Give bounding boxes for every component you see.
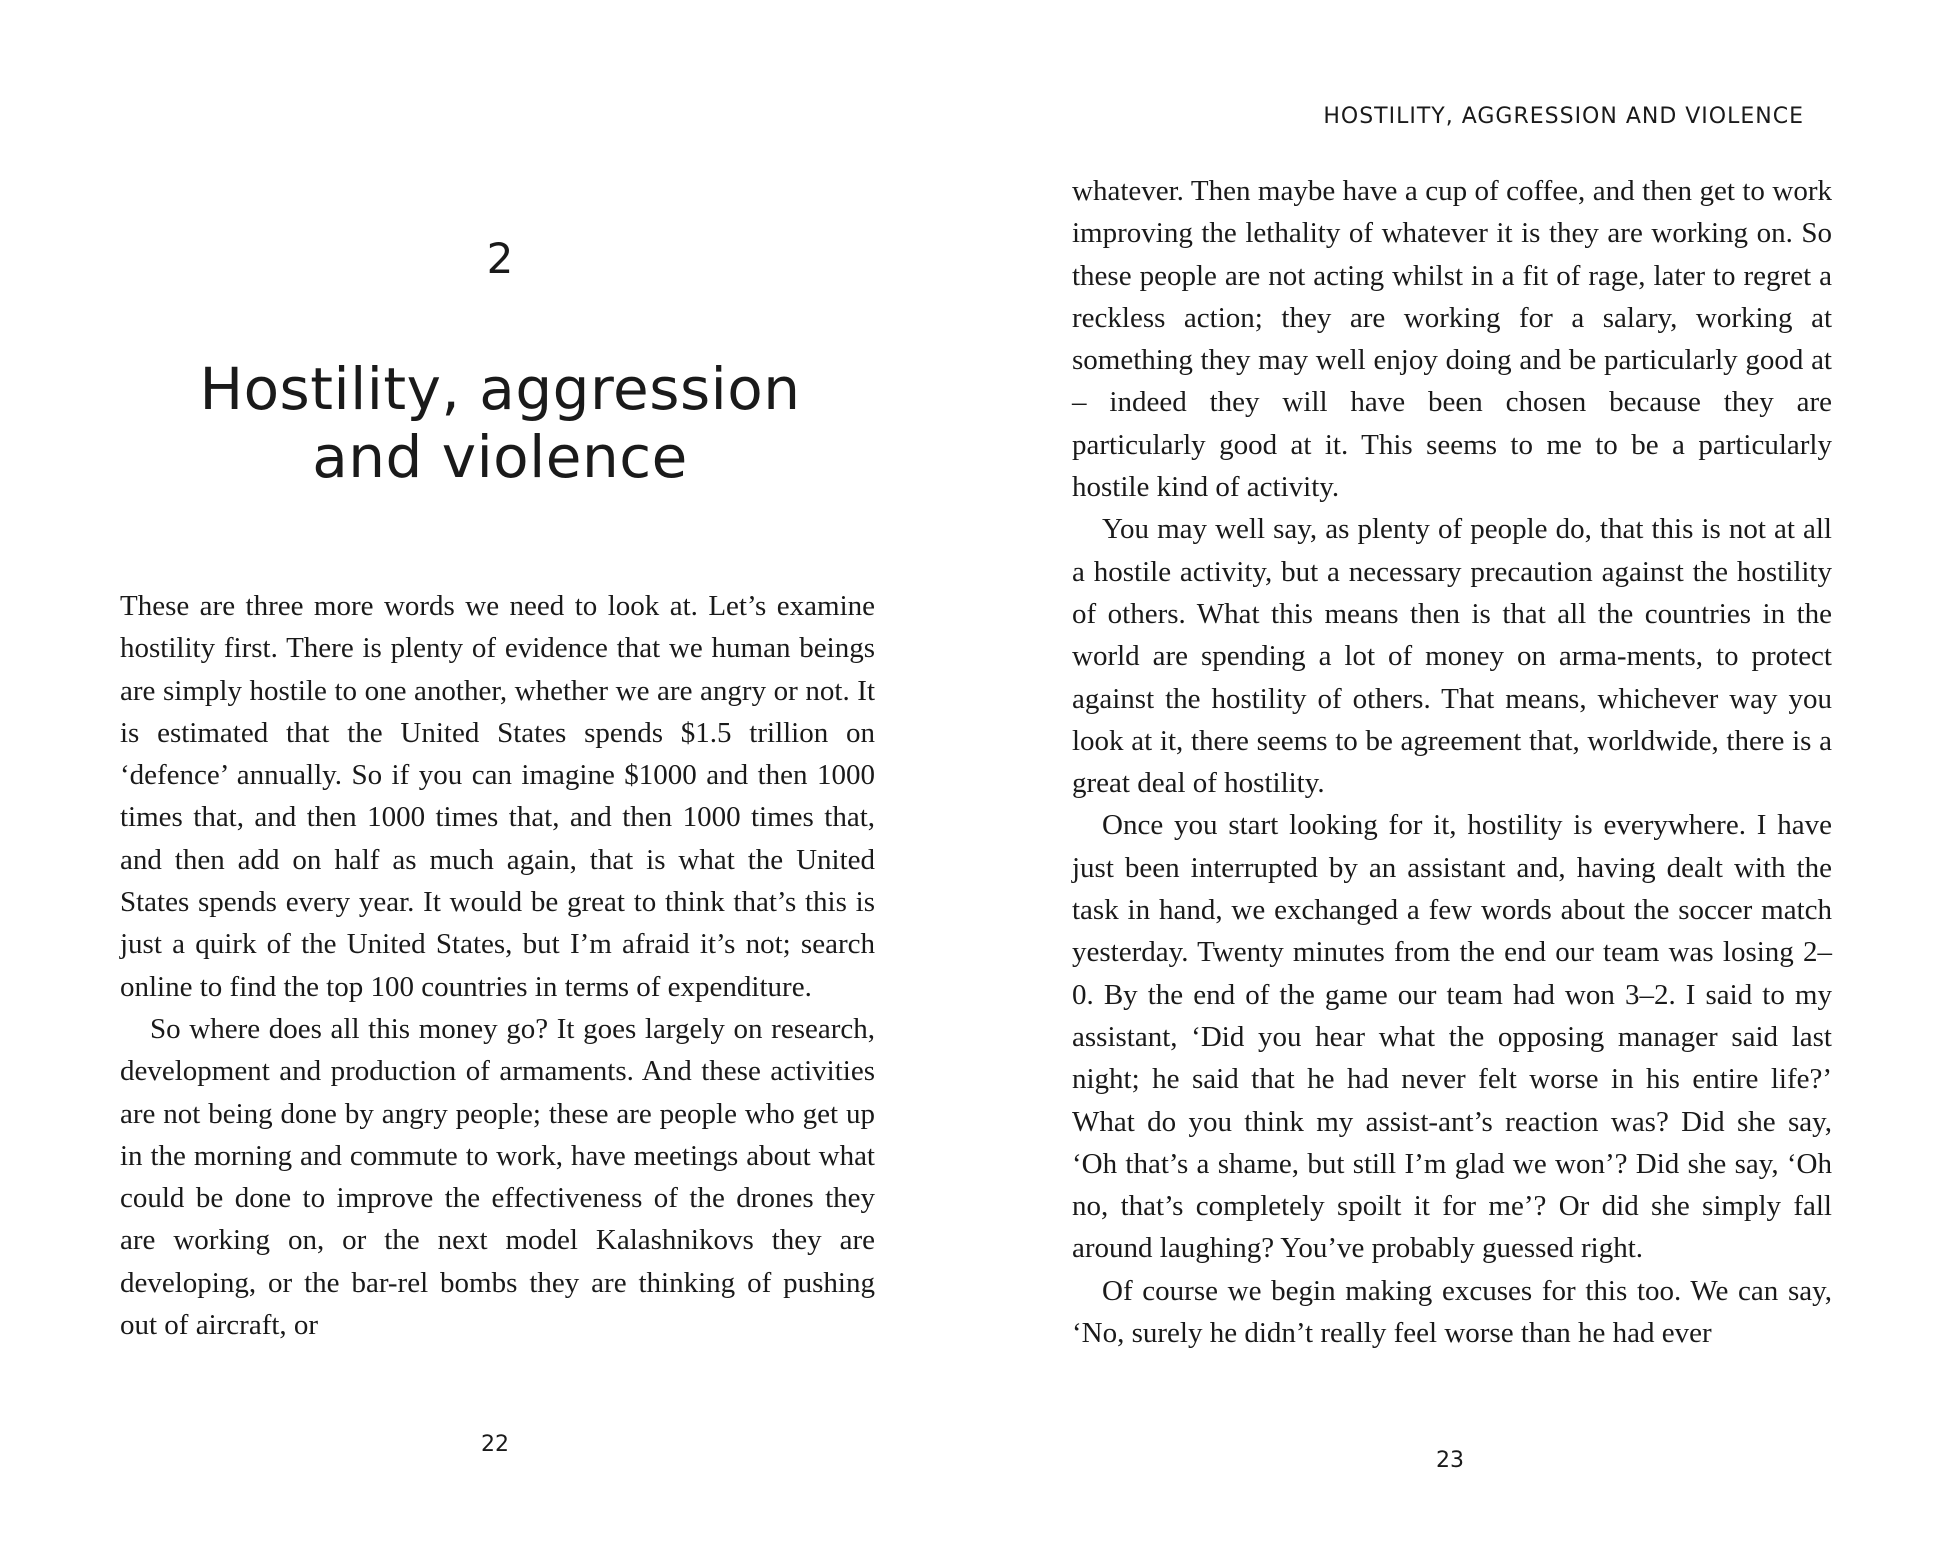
paragraph: These are three more words we need to look at. Let’s examine hostility first. There is plenty of evidence that we human beings are simply hostile to one another, whether we are angry or not. It is estimated that the United States spends $1.5 trillion on ‘defence’ annually. So if you can imagine $1000 and then 1000 times that, and then 1000 times that, and then 1000 times that, and then add on half as much again, that is what the United States spends every year. It would be great to think that’s this is just a quirk of the United States, but I’m afraid it’s not; search online to find the top 100 countries in terms of expenditure. — [120, 590, 875, 1003]
page-number-right: 23 — [1436, 1448, 1464, 1473]
right-page — [990, 0, 1936, 1562]
left-body-text — [120, 585, 875, 1346]
paragraph: Once you start looking for it, hostility is everywhere. I have just been interrupted by an assistant and, having dealt with the task in hand, we exchanged a few words about the soccer match yesterday. Twenty minutes from the end our team was losing 2–0. By the end of the game our team had won 3–2. I said to my assistant, ‘Did you hear what the opposing manager said last night; he said that he had never felt worse in his entire life?’ What do you think my assist-ant’s reaction was? Did she say, ‘Oh that’s a shame, but still I’m glad we won’? Did she say, ‘Oh no, that’s completely spoilt it for me’? Or did she simply fall around laughing? You’ve probably guessed right. — [1072, 809, 1832, 1265]
paragraph: Of course we begin making excuses for this too. We can say, ‘No, surely he didn’t really feel worse than he had ever — [1072, 1274, 1832, 1350]
running-head-text: HOSTILITY, AGGRESSION AND VIOLENCE — [1323, 104, 1804, 129]
chapter-title-line-2: and violence — [312, 423, 688, 491]
page-number-left: 22 — [481, 1432, 509, 1457]
paragraph: So where does all this money go? It goes largely on research, development and production of armaments. And these activities are not being done by angry people; these are people who get up in the morning and commute to work, have meetings about what could be done to improve the effectiveness of the drones they are working on, or the next model Kalashnikovs they are developing, or the bar-rel bombs they are thinking of pushing out of aircraft, or — [120, 1012, 875, 1342]
chapter-title — [120, 355, 880, 491]
right-body-text — [1072, 170, 1832, 1354]
chapter-number: 2 — [486, 234, 514, 283]
paragraph: You may well say, as plenty of people do, that this is not at all a hostile activity, but a necessary precaution against the hostility of others. What this means then is that all the countries in the world are spending a lot of money on arma-ments, to protect against the hostility of others. That means, whichever way you look at it, there seems to be agreement that, worldwide, there is a great deal of hostility. — [1072, 513, 1832, 800]
chapter-title-line-1: Hostility, aggression — [199, 355, 801, 423]
paragraph: whatever. Then maybe have a cup of coffee, and then get to work improving the lethality of whatever it is they are working on. So these people are not acting whilst in a fit of rage, later to regret a reckless action; they are working for a salary, working at something they may well enjoy doing and be particularly good at – indeed they will have been chosen because they are particularly good at it. This seems to me to be a particularly hostile kind of activity. — [1072, 175, 1832, 504]
running-head — [1072, 104, 1832, 129]
